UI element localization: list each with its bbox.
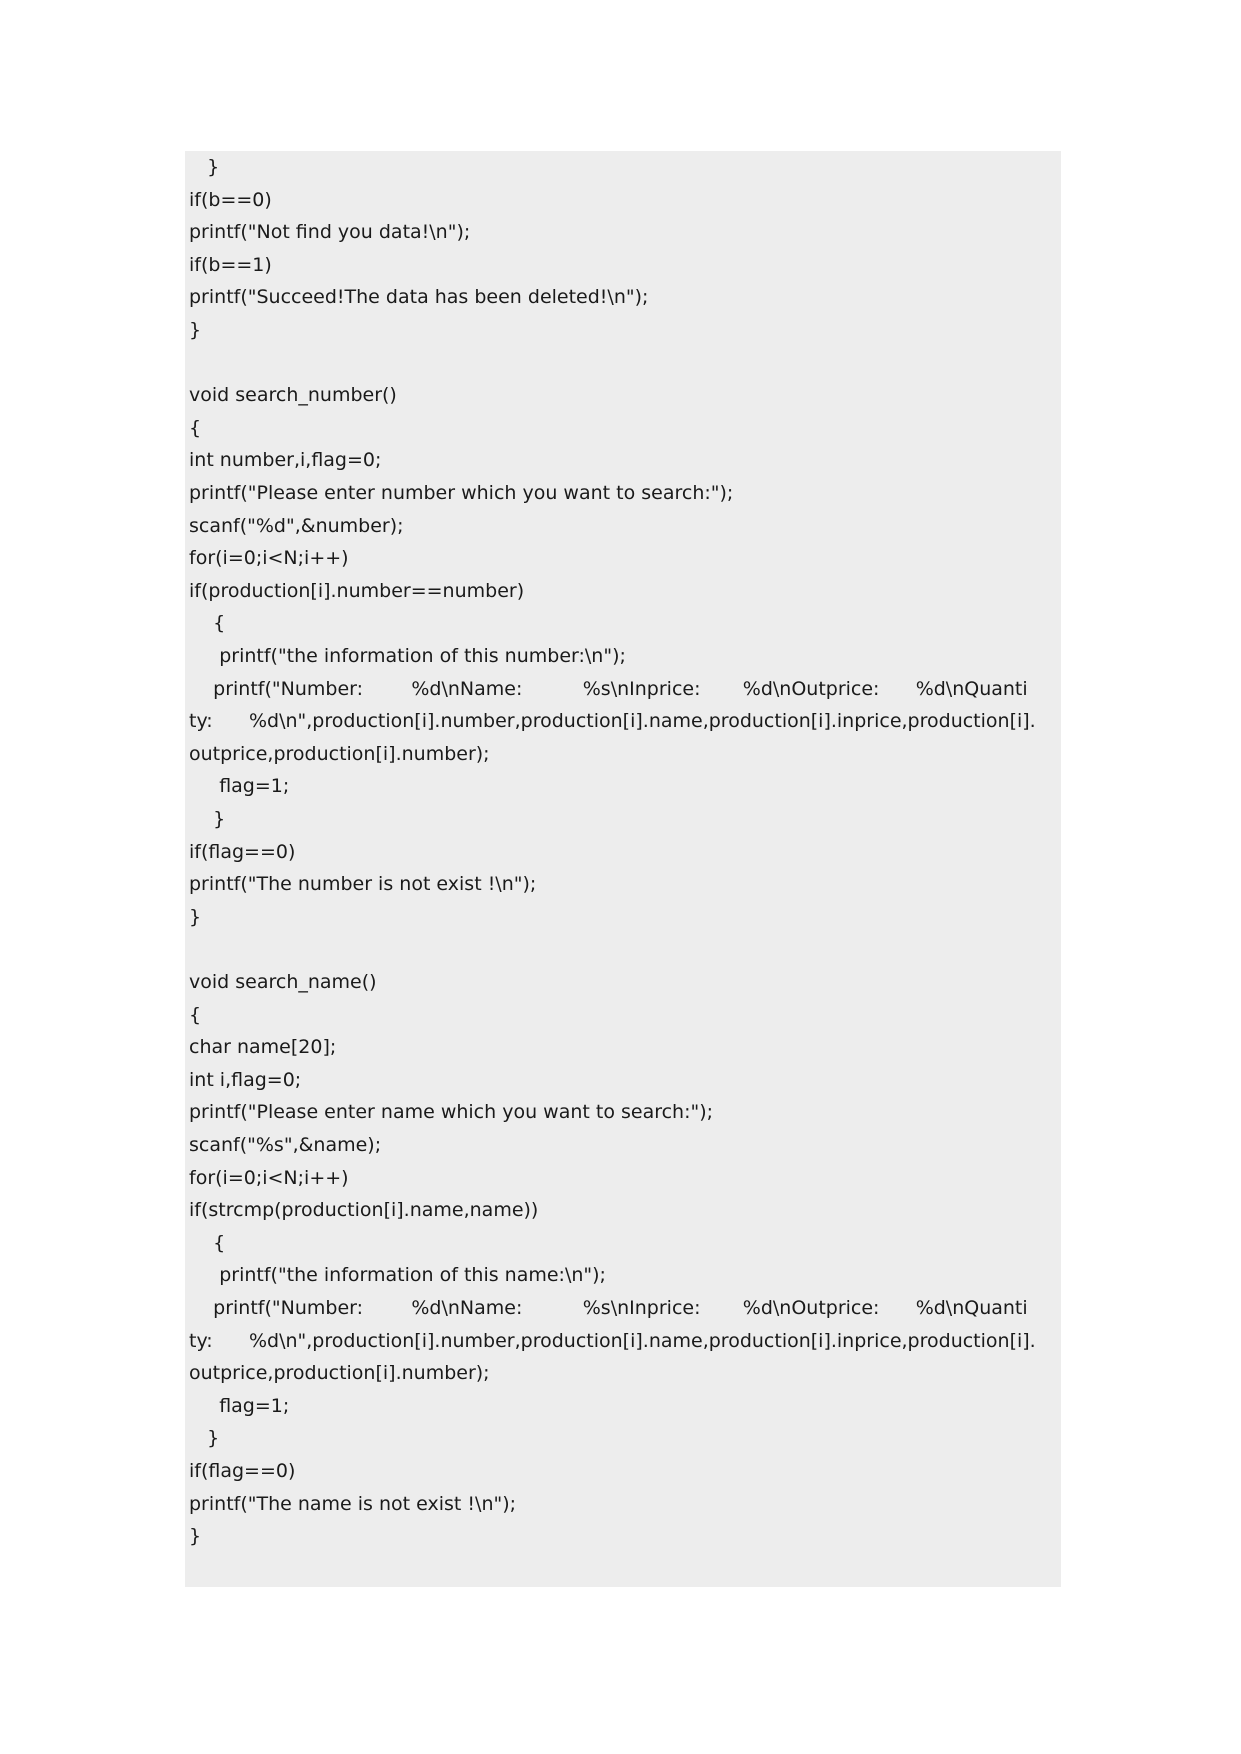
code-line: } xyxy=(189,156,220,178)
code-line: ty: %d\n",production[i].number,production[i].name,production[i].inprice,production[i]. xyxy=(189,710,1036,733)
code-line: printf("Please enter name which you want to search:"); xyxy=(189,1101,714,1124)
code-line: printf("Not find you data!\n"); xyxy=(189,221,471,244)
code-line: void search_number() xyxy=(189,384,397,407)
code-block xyxy=(185,151,1061,1587)
code-line: outprice,production[i].number); xyxy=(189,1362,490,1385)
code-line: ty: %d\n",production[i].number,production[i].name,production[i].inprice,production[i]. xyxy=(189,1329,1036,1352)
code-line: for(i=0;i<N;i++) xyxy=(189,547,349,570)
code-line: { xyxy=(189,1003,202,1026)
code-line: outprice,production[i].number); xyxy=(189,742,490,765)
code-line: int i,flag=0; xyxy=(189,1068,302,1091)
code-line: printf("The name is not exist !\n"); xyxy=(189,1492,517,1515)
code-line: flag=1; xyxy=(189,775,290,798)
code-line: printf("the information of this number:\n"); xyxy=(189,645,626,667)
code-line: scanf("%d",&number); xyxy=(189,514,404,537)
code-line: if(flag==0) xyxy=(189,1460,296,1482)
code-line: printf("Please enter number which you want to search:"); xyxy=(189,482,734,504)
code-line: scanf("%s",&name); xyxy=(189,1134,382,1156)
code-line: } xyxy=(189,1525,202,1548)
code-line: } xyxy=(189,905,202,928)
code-line: void search_name() xyxy=(189,971,377,993)
code-line: for(i=0;i<N;i++) xyxy=(189,1166,349,1189)
code-line: { xyxy=(189,416,202,439)
code-line: printf("Number: %d\nName: %s\nInprice: %d\nOutprice: %d\nQuanti xyxy=(189,1297,1028,1319)
code-line: } xyxy=(189,1427,220,1450)
code-line: } xyxy=(189,319,202,341)
code-line: if(flag==0) xyxy=(189,840,296,863)
code-line: if(production[i].number==number) xyxy=(189,579,525,602)
code-line: printf("Succeed!The data has been deleted!\n"); xyxy=(189,286,649,309)
code-line: printf("the information of this name:\n"); xyxy=(189,1264,606,1287)
code-line: char name[20]; xyxy=(189,1036,337,1059)
code-line: } xyxy=(189,808,226,830)
code-line: { xyxy=(189,1231,226,1254)
code-line: if(b==1) xyxy=(189,253,272,276)
code-line: flag=1; xyxy=(189,1394,290,1417)
code-line: { xyxy=(189,612,226,635)
code-line: printf("Number: %d\nName: %s\nInprice: %d\nOutprice: %d\nQuanti xyxy=(189,677,1028,700)
code-line: int number,i,flag=0; xyxy=(189,449,382,472)
code-line: if(b==0) xyxy=(189,188,272,211)
code-line: printf("The number is not exist !\n"); xyxy=(189,873,537,896)
code-line: if(strcmp(production[i].name,name)) xyxy=(189,1199,539,1222)
